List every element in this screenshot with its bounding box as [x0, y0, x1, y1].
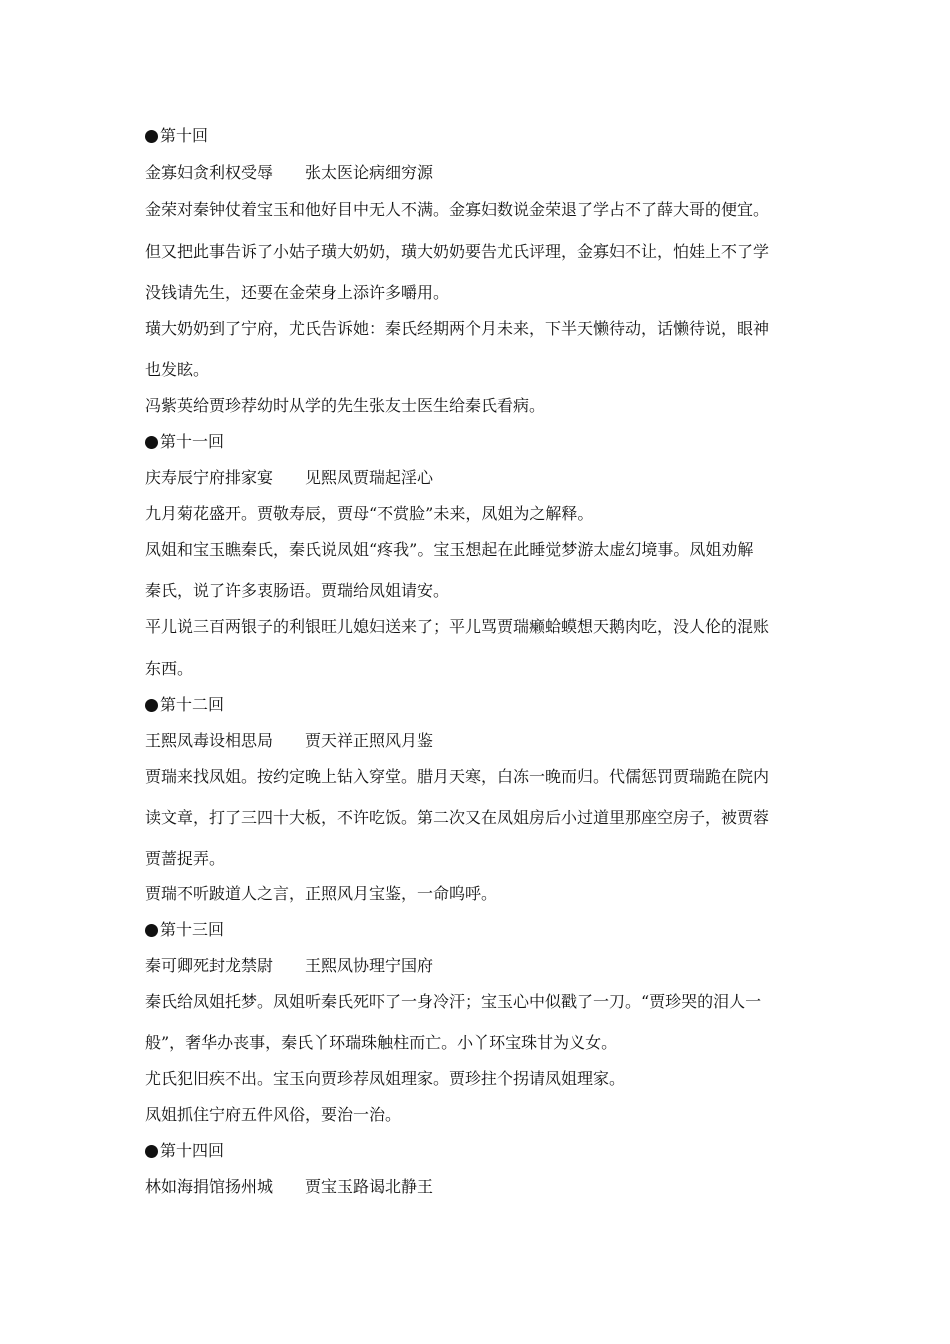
chapter-heading	[145, 918, 224, 942]
chapter-heading-text: 第十二回	[160, 695, 225, 714]
subtitle-right: 王熙凤协理宁国府	[305, 956, 434, 975]
chapter-heading	[145, 1139, 224, 1163]
subtitle-left: 金寡妇贪利权受辱	[145, 163, 274, 182]
bullet-icon	[145, 130, 158, 143]
chapter-subtitle	[145, 466, 433, 490]
paragraph-line: 凤姐抓住宁府五件风俗，要治一治。	[145, 1105, 402, 1124]
subtitle-left: 秦可卿死封龙禁尉	[145, 956, 274, 975]
paragraph-line: 秦氏给凤姐托梦。凤姐听秦氏死吓了一身冷汗；宝玉心中似戳了一刀。“贾珍哭的泪人一	[145, 992, 762, 1011]
chapter-heading	[145, 124, 208, 148]
chapter-subtitle	[145, 1175, 433, 1199]
paragraph-line: 也发眩。	[145, 360, 210, 379]
chapter-heading	[145, 430, 224, 454]
paragraph-line: 璜大奶奶到了宁府，尤氏告诉她：秦氏经期两个月未来，下半天懒待动，话懒待说，眼神	[145, 319, 770, 338]
subtitle-left: 庆寿辰宁府排家宴	[145, 468, 274, 487]
chapter-subtitle	[145, 161, 433, 185]
paragraph-line: 金荣对秦钟仗着宝玉和他好目中无人不满。金寡妇数说金荣退了学占不了薛大哥的便宜。	[145, 200, 770, 219]
paragraph-line: 凤姐和宝玉瞧秦氏，秦氏说凤姐“疼我”。宝玉想起在此睡觉梦游太虚幻境事。凤姐劝解	[145, 540, 754, 559]
paragraph-line: 贾蔷捉弄。	[145, 849, 226, 868]
chapter-subtitle	[145, 954, 433, 978]
paragraph-line: 般”，奢华办丧事，秦氏丫环瑞珠触柱而亡。小丫环宝珠甘为义女。	[145, 1033, 618, 1052]
bullet-icon	[145, 436, 158, 449]
bullet-icon	[145, 924, 158, 937]
paragraph-line: 贾瑞不听跛道人之言，正照风月宝鉴，一命呜呼。	[145, 884, 498, 903]
chapter-heading-text: 第十一回	[160, 432, 225, 451]
paragraph-line: 贾瑞来找凤姐。按约定晚上钻入穿堂。腊月天寒，白冻一晚而归。代儒惩罚贾瑞跪在院内	[145, 767, 770, 786]
bullet-icon	[145, 699, 158, 712]
chapter-subtitle	[145, 729, 433, 753]
subtitle-right: 见熙凤贾瑞起淫心	[305, 468, 434, 487]
paragraph-line: 但又把此事告诉了小姑子璜大奶奶，璜大奶奶要告尤氏评理，金寡妇不让，怕娃上不了学	[145, 242, 770, 261]
paragraph-line: 九月菊花盛开。贾敬寿辰，贾母“不赏脸”未来，凤姐为之解释。	[145, 504, 594, 523]
chapter-heading	[145, 693, 224, 717]
subtitle-right: 贾天祥正照风月鉴	[305, 731, 434, 750]
paragraph-line: 东西。	[145, 659, 194, 678]
subtitle-left: 王熙凤毒设相思局	[145, 731, 274, 750]
paragraph-line: 读文章，打了三四十大板，不许吃饭。第二次又在凤姐房后小过道里那座空房子，被贾蓉	[145, 808, 770, 827]
paragraph-line: 没钱请先生，还要在金荣身上添许多嚼用。	[145, 283, 450, 302]
paragraph-line: 平儿说三百两银子的利银旺儿媳妇送来了；平儿骂贾瑞癞蛤蟆想天鹅肉吃，没人伦的混账	[145, 617, 770, 636]
bullet-icon	[145, 1145, 158, 1158]
paragraph-line: 秦氏，说了许多衷肠语。贾瑞给凤姐请安。	[145, 581, 450, 600]
paragraph-line: 冯紫英给贾珍荐幼时从学的先生张友士医生给秦氏看病。	[145, 396, 546, 415]
subtitle-right: 张太医论病细穷源	[305, 163, 434, 182]
subtitle-right: 贾宝玉路谒北静王	[305, 1177, 434, 1196]
chapter-heading-text: 第十四回	[160, 1141, 225, 1160]
chapter-heading-text: 第十三回	[160, 920, 225, 939]
chapter-heading-text: 第十回	[160, 126, 209, 145]
paragraph-line: 尤氏犯旧疾不出。宝玉向贾珍荐凤姐理家。贾珍拄个拐请凤姐理家。	[145, 1069, 626, 1088]
subtitle-left: 林如海捐馆扬州城	[145, 1177, 274, 1196]
